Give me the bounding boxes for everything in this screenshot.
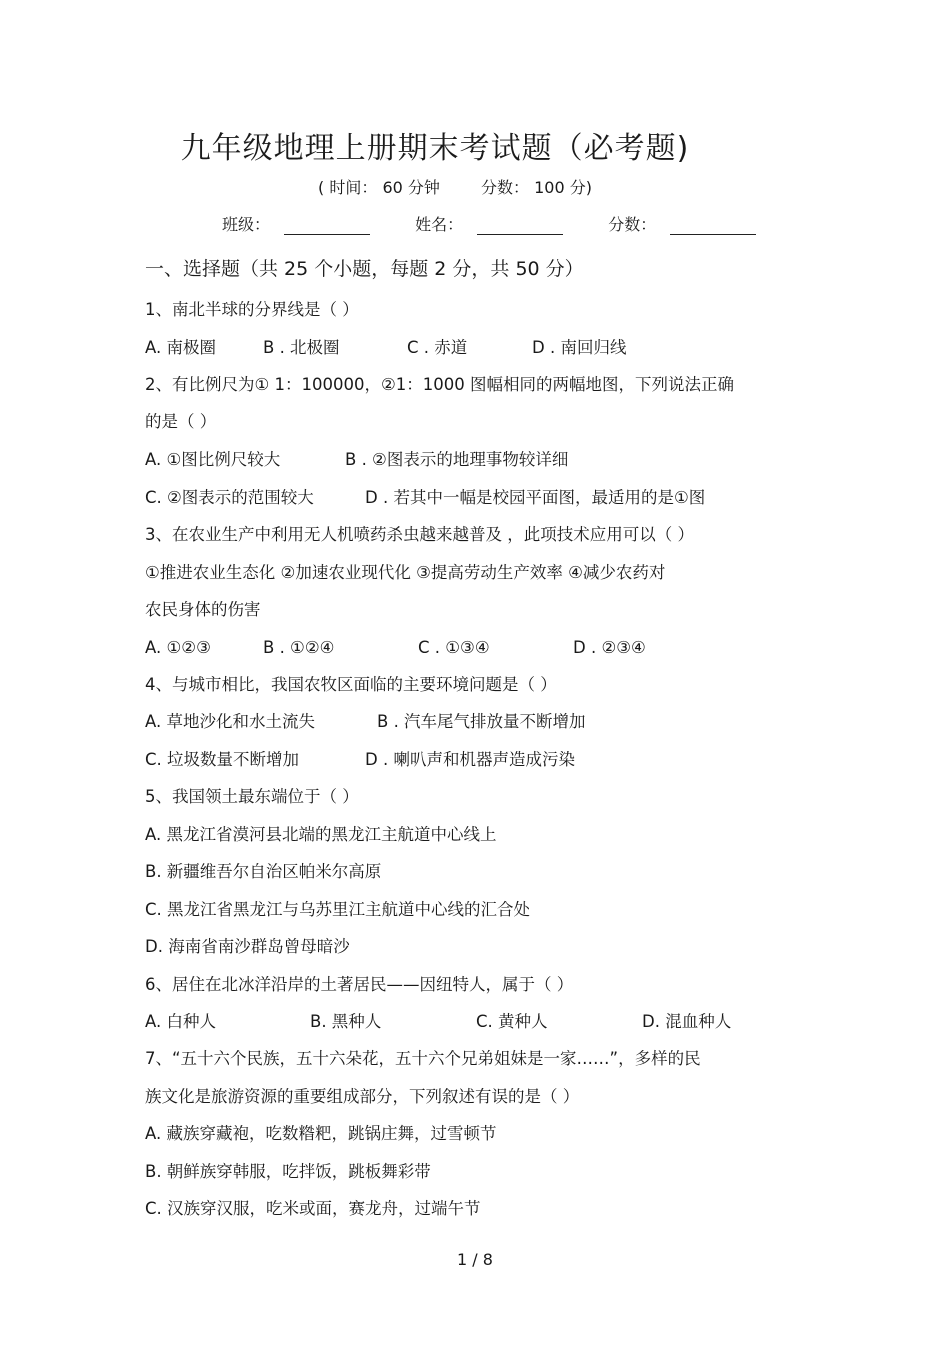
question-line: 2、有比例尺为① 1：100000，②1：1000 图幅相同的两幅地图，下列说法正确	[145, 375, 735, 394]
option: A. ①②③	[145, 638, 211, 657]
option: C. ②图表示的范围较大	[145, 488, 314, 507]
option: D . 若其中一幅是校园平面图，最适用的是①图	[365, 488, 706, 507]
option: A. ①图比例尺较大	[145, 450, 281, 469]
question-line: ①推进农业生态化 ②加速农业现代化 ③提高劳动生产效率 ④减少农药对	[145, 563, 666, 582]
page-number: 1 / 8	[457, 1250, 493, 1269]
question-line: 1、南北半球的分界线是（ ）	[145, 300, 359, 319]
question-line: 5、我国领土最东端位于（ ）	[145, 787, 359, 806]
name-label: 姓名：	[415, 215, 464, 234]
option: C . ①③④	[418, 638, 490, 657]
section-heading: 一、选择题（共 25 个小题，每题 2 分，共 50 分）	[145, 258, 584, 280]
option-row	[145, 338, 626, 358]
option-row	[145, 750, 575, 770]
name-field	[415, 212, 563, 235]
class-blank[interactable]	[284, 216, 370, 235]
total-score: 分数： 100 分)	[481, 178, 592, 197]
question-line: 的是（ ）	[145, 412, 217, 431]
option-line: D. 海南省南沙群岛曾母暗沙	[145, 937, 350, 956]
option-row	[145, 712, 586, 732]
option: B . ②图表示的地理事物较详细	[345, 450, 569, 469]
question-line: 6、居住在北冰洋沿岸的土著居民——因纽特人，属于（ ）	[145, 975, 574, 994]
option-line: C. 汉族穿汉服，吃米或面，赛龙舟，过端午节	[145, 1199, 481, 1218]
question-line: 族文化是旅游资源的重要组成部分，下列叙述有误的是（ ）	[145, 1087, 580, 1106]
option-row	[145, 638, 646, 658]
option: B . 北极圈	[263, 338, 340, 357]
option-line: A. 黑龙江省漠河县北端的黑龙江主航道中心线上	[145, 825, 497, 844]
option: C. 垃圾数量不断增加	[145, 750, 300, 769]
class-label: 班级：	[222, 215, 271, 234]
score-blank[interactable]	[670, 216, 756, 235]
option-line: A. 藏族穿藏袍，吃数糌粑，跳锅庄舞，过雪顿节	[145, 1124, 497, 1143]
name-blank[interactable]	[477, 216, 563, 235]
option: A. 南极圈	[145, 338, 216, 357]
option: C . 赤道	[407, 338, 468, 357]
option: D . ②③④	[573, 638, 646, 657]
student-info-fields	[222, 212, 796, 235]
option: B. 黑种人	[310, 1012, 382, 1031]
option: B . 汽车尾气排放量不断增加	[377, 712, 586, 731]
option: B . ①②④	[263, 638, 335, 657]
option: D. 混血种人	[642, 1012, 732, 1031]
page-title: 九年级地理上册期末考试题（必考题)	[180, 131, 690, 166]
score-label: 分数：	[608, 215, 657, 234]
score-field	[608, 212, 756, 235]
class-field	[222, 212, 370, 235]
time-limit: ( 时间： 60 分钟	[318, 178, 440, 197]
option: A. 白种人	[145, 1012, 216, 1031]
option-line: C. 黑龙江省黑龙江与乌苏里江主航道中心线的汇合处	[145, 900, 531, 919]
option: A. 草地沙化和水土流失	[145, 712, 315, 731]
option-row	[145, 488, 705, 508]
option-line: B. 朝鲜族穿韩服，吃拌饭，跳板舞彩带	[145, 1162, 431, 1181]
option-row	[145, 1012, 731, 1032]
question-line: 4、与城市相比，我国农牧区面临的主要环境问题是（ ）	[145, 675, 557, 694]
option: D . 南回归线	[532, 338, 627, 357]
option-line: B. 新疆维吾尔自治区帕米尔高原	[145, 862, 382, 881]
question-line: 7、“五十六个民族，五十六朵花，五十六个兄弟姐妹是一家……”，多样的民	[145, 1049, 701, 1068]
exam-info	[0, 175, 910, 198]
option-row	[145, 450, 568, 470]
option: D . 喇叭声和机器声造成污染	[365, 750, 575, 769]
question-line: 3、在农业生产中利用无人机喷药杀虫越来越普及 ，此项技术应用可以（ ）	[145, 525, 694, 544]
question-line: 农民身体的伤害	[145, 600, 261, 619]
option: C. 黄种人	[476, 1012, 548, 1031]
